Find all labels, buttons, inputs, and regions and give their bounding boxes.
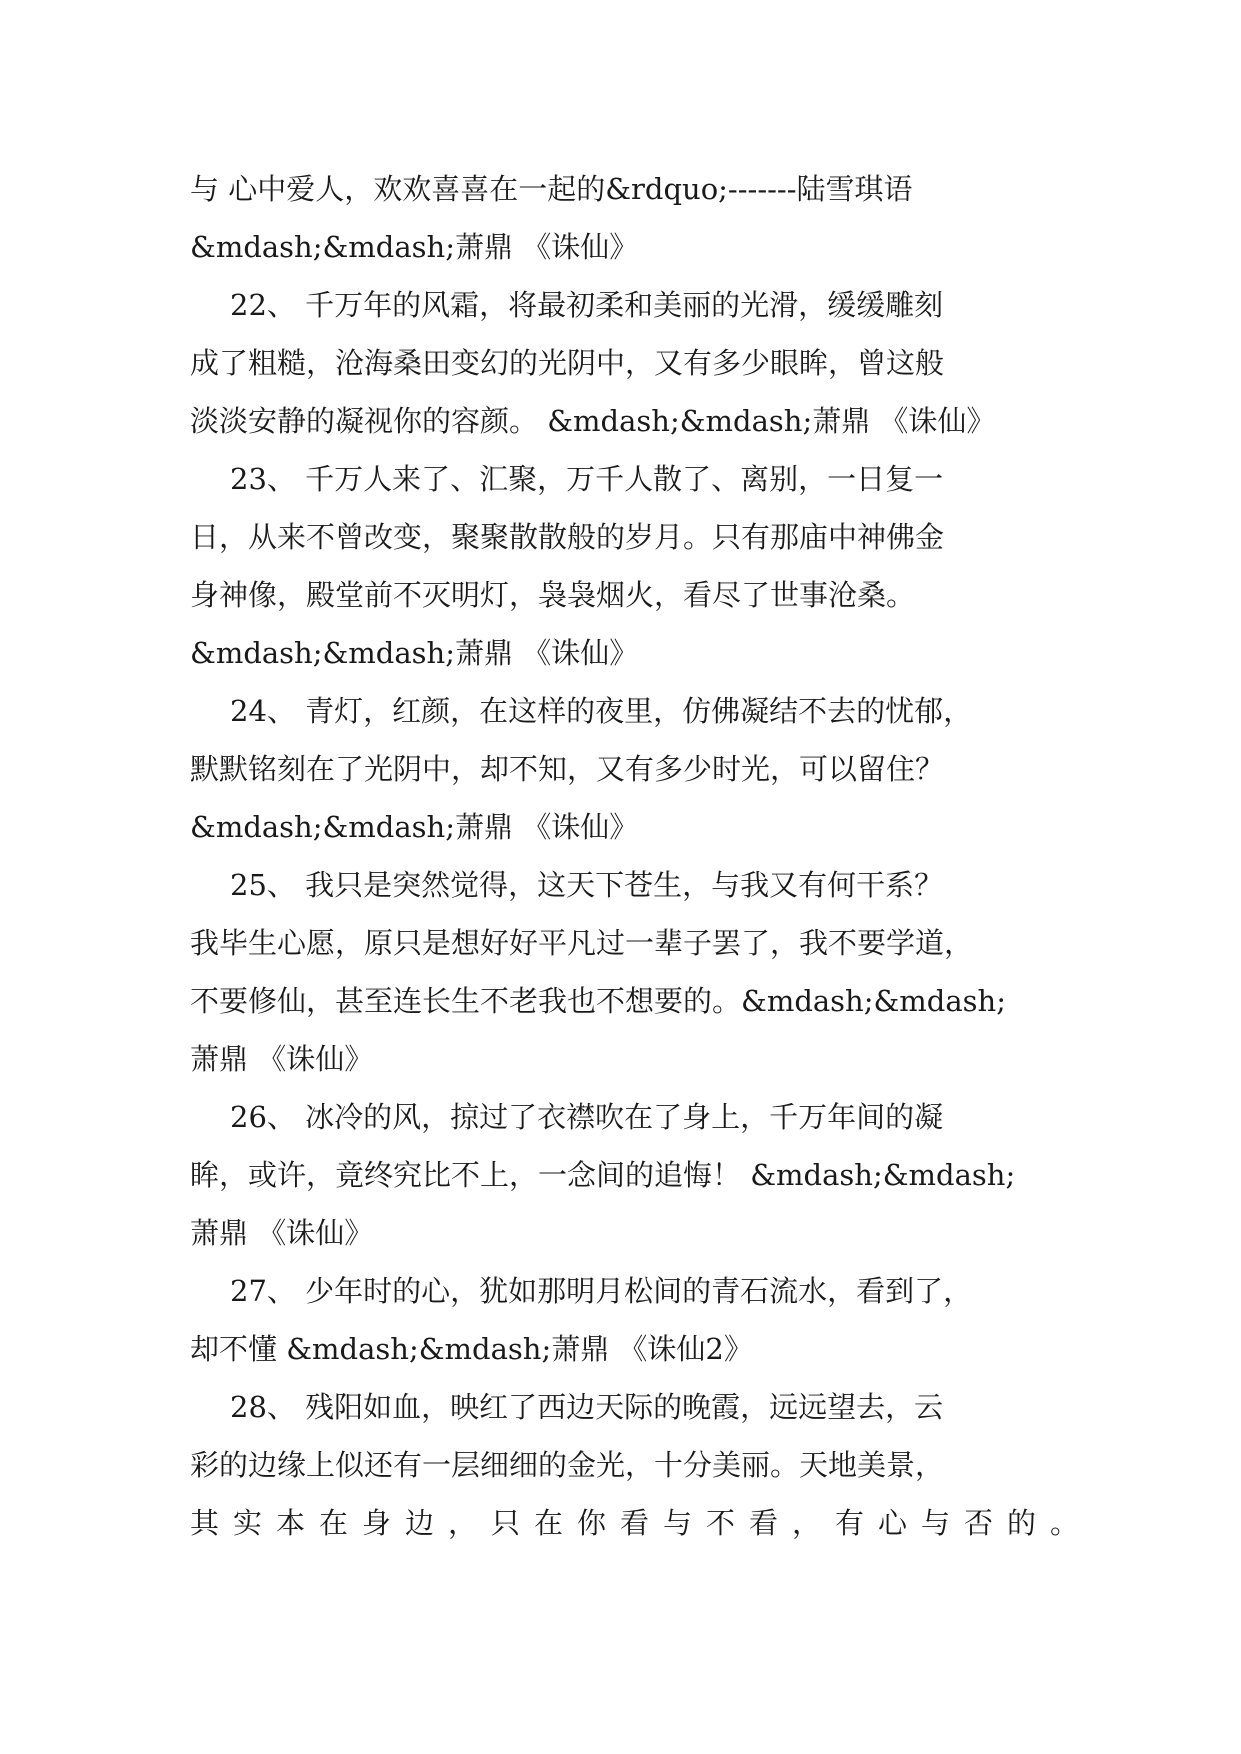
text-line: 彩的边缘上似还有一层细细的金光，十分美丽。天地美景， (190, 1448, 945, 1482)
text-line: 却不懂 &mdash;&mdash;萧鼎 《诛仙2》 (190, 1332, 753, 1366)
text-line: &mdash;&mdash;萧鼎 《诛仙》 (190, 230, 639, 264)
quote-line-24: 24、 青灯，红颜，在这样的夜里，仿佛凝结不去的忧郁， (230, 694, 973, 728)
document-body (190, 160, 1094, 1552)
text-line: &mdash;&mdash;萧鼎 《诛仙》 (190, 810, 639, 844)
quote-line-25: 25、 我只是突然觉得，这天下苍生，与我又有何干系？ (230, 868, 944, 902)
text-line: 成了粗糙，沧海桑田变幻的光阴中，又有多少眼眸，曾这般 (190, 346, 945, 380)
text-line: 日，从来不曾改变，聚聚散散般的岁月。只有那庙中神佛金 (190, 520, 945, 554)
text-line: &mdash;&mdash;萧鼎 《诛仙》 (190, 636, 639, 670)
text-line: 萧鼎 《诛仙》 (190, 1216, 374, 1250)
text-line: 淡淡安静的凝视你的容颜。 &mdash;&mdash;萧鼎 《诛仙》 (190, 404, 996, 438)
text-line: 与 心中爱人，欢欢喜喜在一起的&rdquo;-------陆雪琪语 (190, 172, 913, 206)
quote-line-28: 28、 残阳如血，映红了西边天际的晚霞，远远望去，云 (230, 1390, 944, 1424)
quote-line-22: 22、 千万年的风霜，将最初柔和美丽的光滑，缓缓雕刻 (230, 288, 944, 322)
text-line: 眸，或许，竟终究比不上，一念间的追悔！ &mdash;&mdash; (190, 1158, 1016, 1192)
text-line: 默默铭刻在了光阴中，却不知，又有多少时光，可以留住？ (190, 752, 945, 786)
text-line: 我毕生心愿，原只是想好好平凡过一辈子罢了，我不要学道， (190, 926, 974, 960)
text-line: 其实本在身边，只在你看与不看，有心与否的。 (190, 1506, 1094, 1540)
text-line: 身神像，殿堂前不灭明灯，袅袅烟火，看尽了世事沧桑。 (190, 578, 916, 612)
quote-line-27: 27、 少年时的心，犹如那明月松间的青石流水，看到了， (230, 1274, 973, 1308)
quote-line-26: 26、 冰冷的风，掠过了衣襟吹在了身上，千万年间的凝 (230, 1100, 944, 1134)
text-line: 萧鼎 《诛仙》 (190, 1042, 374, 1076)
quote-line-23: 23、 千万人来了、汇聚，万千人散了、离别，一日复一 (230, 462, 944, 496)
text-line: 不要修仙，甚至连长生不老我也不想要的。&mdash;&mdash; (190, 984, 1006, 1018)
